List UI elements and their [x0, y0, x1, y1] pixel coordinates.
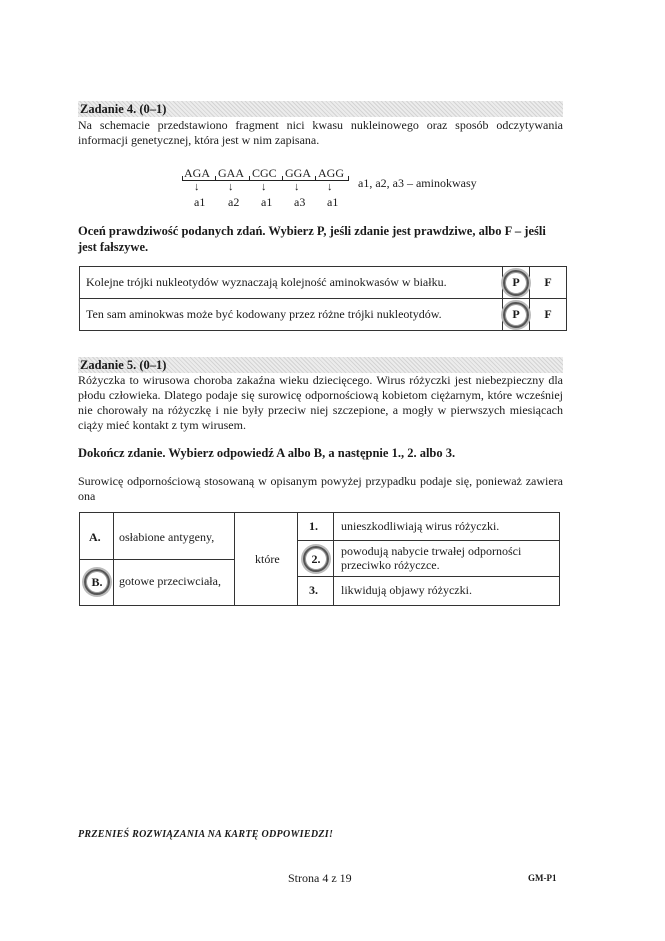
- codon-1: AGA: [184, 166, 210, 180]
- table-row: [80, 299, 567, 331]
- task5-answer-grid: [79, 512, 560, 606]
- option-b-text: gotowe przeciwciała,: [119, 574, 221, 588]
- option-a-text: osłabione antygeny,: [119, 530, 215, 544]
- task4-instruction: Oceń prawdziwość podanych zdań. Wybierz P, jeśli zdanie jest prawdziwe, albo F – jeśli jest fałszywe.: [78, 224, 546, 254]
- connector-word: które: [255, 552, 280, 566]
- codon-2: GAA: [218, 166, 244, 180]
- option-1-text: unieszkodliwiają wirus różyczki.: [341, 519, 500, 533]
- task4-table: [79, 266, 567, 331]
- exam-code: GM-P1: [528, 873, 557, 883]
- task5-title: Zadanie 5. (0–1): [78, 357, 563, 373]
- codon-4: GGA: [285, 166, 311, 180]
- amino-label-5: a1: [327, 195, 339, 209]
- option-2-text: powodują nabycie trwałej odporności przeciwko różyczce.: [341, 544, 522, 572]
- option-f-2[interactable]: F: [530, 299, 567, 331]
- amino-label-4: a3: [294, 195, 306, 209]
- option-2-number[interactable]: 2.: [303, 546, 329, 572]
- task4-intro: Na schemacie przedstawiono fragment nici kwasu nukleinowego oraz sposób odczytywania informacji genetycznej, która jest w nim zapisana.: [78, 118, 563, 147]
- arrow-down-icon: ↓: [228, 181, 234, 193]
- arrow-down-icon: ↓: [294, 181, 300, 193]
- statement-2: Ten sam aminokwas może być kodowany przez różne trójki nukleotydów.: [80, 299, 503, 331]
- task5-intro: Różyczka to wirusowa choroba zakaźna wieku dziecięcego. Wirus różyczki jest niebezpieczny dla płodu człowieka. Dlatego podaje się surowicę odpornościową kobietom ciężarnym, które wcześniej nie chorowały na różyczkę i nie były przeciw niej szczepione, a mogły w pierwszych miesiącach ciąży mieć kontakt z tym wirusem.: [78, 373, 563, 432]
- arrow-down-icon: ↓: [261, 181, 267, 193]
- amino-label-3: a1: [261, 195, 273, 209]
- task4-title: Zadanie 4. (0–1): [78, 101, 563, 117]
- option-1-number[interactable]: 1.: [309, 519, 318, 533]
- option-b-letter[interactable]: B.: [84, 569, 110, 595]
- task5-stem: Surowicę odpornościową stosowaną w opisanym powyżej przypadku podaje się, ponieważ zawiera ona: [78, 474, 563, 503]
- task5-instruction: Dokończ zdanie. Wybierz odpowiedź A albo B, a następnie 1., 2. albo 3.: [78, 446, 456, 460]
- amino-label-2: a2: [228, 195, 240, 209]
- arrow-down-icon: ↓: [194, 181, 200, 193]
- codon-3: CGC: [252, 166, 277, 180]
- statement-1: Kolejne trójki nukleotydów wyznaczają kolejność aminokwasów w białku.: [80, 267, 503, 299]
- option-p-2[interactable]: P: [503, 299, 530, 331]
- option-f-1[interactable]: F: [530, 267, 567, 299]
- footer-note: PRZENIEŚ ROZWIĄZANIA NA KARTĘ ODPOWIEDZI!: [78, 829, 334, 840]
- codon-5: AGG: [318, 166, 344, 180]
- amino-label-1: a1: [194, 195, 206, 209]
- amino-legend: a1, a2, a3 – aminokwasy: [358, 176, 477, 190]
- page-number: Strona 4 z 19: [288, 871, 352, 885]
- arrow-down-icon: ↓: [327, 181, 333, 193]
- option-p-1[interactable]: P: [503, 267, 530, 299]
- option-3-text: likwidują objawy różyczki.: [341, 583, 472, 597]
- table-row: [80, 267, 567, 299]
- option-3-number[interactable]: 3.: [309, 583, 318, 597]
- option-a-letter[interactable]: A.: [89, 530, 101, 544]
